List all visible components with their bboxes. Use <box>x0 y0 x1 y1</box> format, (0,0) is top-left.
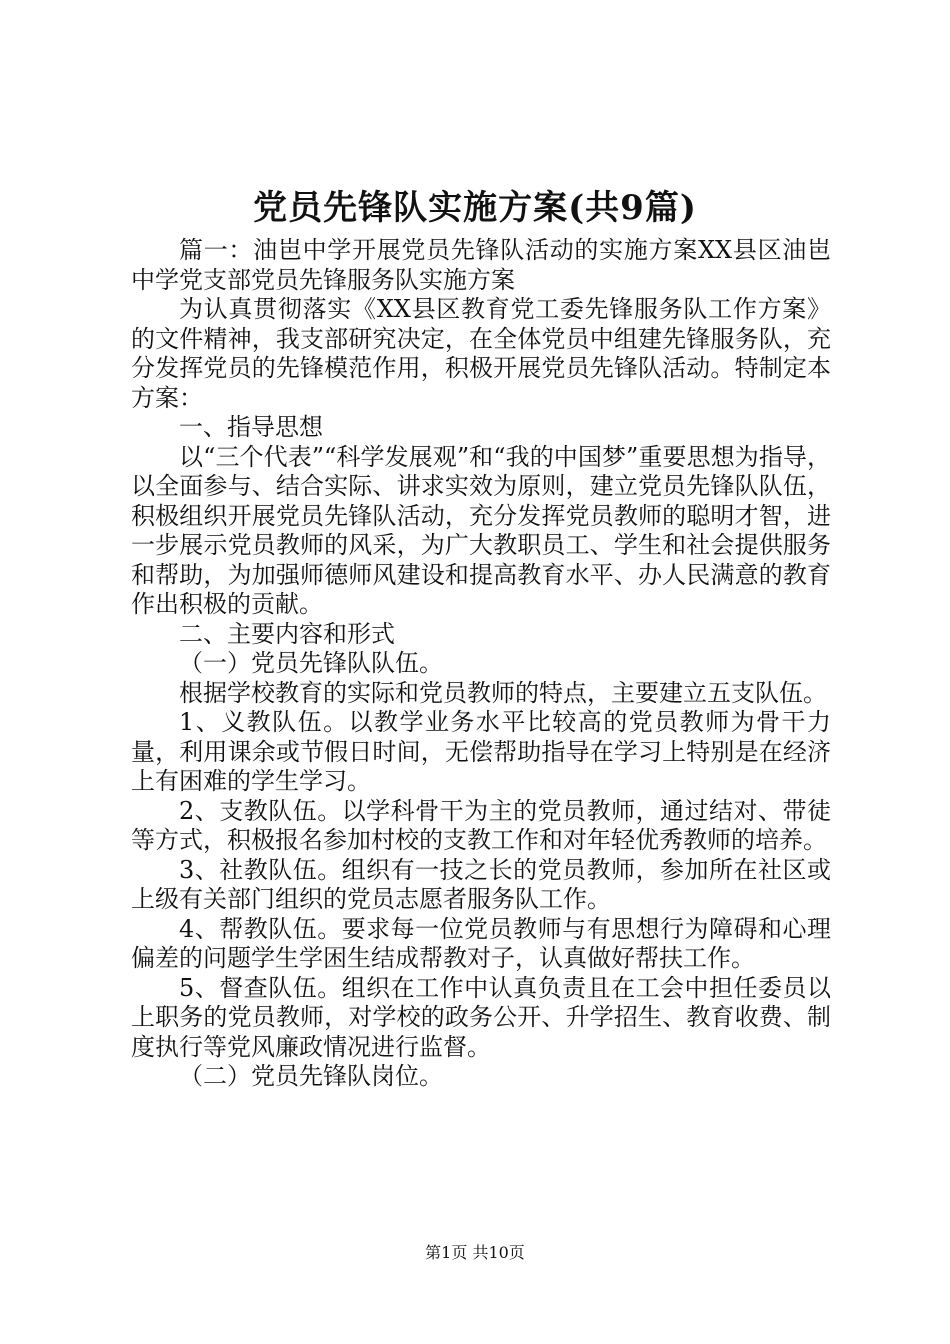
list-item-team-4: 4、帮教队伍。要求每一位党员教师与有思想行为障碍和心理偏差的问题学生学困生结成帮教对子，认真做好帮扶工作。 <box>131 914 831 972</box>
paragraph-intro: 为认真贯彻落实《XX县区教育党工委先锋服务队工作方案》的文件精神，我支部研究决定，在全体党员中组建先锋服务队，充分发挥党员的先锋模范作用，积极开展党员先锋队活动。特制定本方案： <box>131 295 831 412</box>
section-heading-guiding-thought: 一、指导思想 <box>179 413 323 441</box>
paragraph-heading-part-one: 篇一：油岜中学开展党员先锋队活动的实施方案XX县区油岜中学党支部党员先锋服务队实施方案 <box>131 236 831 294</box>
document-body <box>131 236 831 1092</box>
paragraph-five-teams: 根据学校教育的实际和党员教师的特点，主要建立五支队伍。 <box>179 678 827 707</box>
list-item-team-3: 3、社教队伍。组织有一技之长的党员教师，参加所在社区或上级有关部门组织的党员志愿者服务队工作。 <box>131 855 831 913</box>
list-item-team-5: 5、督查队伍。组织在工作中认真负责且在工会中担任委员以上职务的党员教师，对学校的政务公开、升学招生、教育收费、制度执行等党风廉政情况进行监督。 <box>131 973 831 1061</box>
section-heading-content-form: 二、主要内容和形式 <box>179 619 395 648</box>
page-number-footer: 第1页 共10页 <box>425 1243 525 1262</box>
list-item-team-2: 2、支教队伍。以学科骨干为主的党员教师，通过结对、带徒等方式，积极报名参加村校的支教工作和对年轻优秀教师的培养。 <box>131 796 831 854</box>
document-title: 党员先锋队实施方案(共9篇) <box>253 188 697 228</box>
subsection-heading-posts: （二）党员先锋队岗位。 <box>179 1062 443 1090</box>
list-item-team-1: 1、义教队伍。以教学业务水平比较高的党员教师为骨干力量，利用课余或节假日时间，无偿帮助指导在学习上特别是在经济上有困难的学生学习。 <box>131 708 831 795</box>
paragraph-guiding-thought: 以“三个代表”“科学发展观”和“我的中国梦”重要思想为指导，以全面参与、结合实际、讲求实效为原则，建立党员先锋队队伍，积极组织开展党员先锋队活动，充分发挥党员教师的聪明才智，进一步展示党员教师的风采，为广大教职员工、学生和社会提供服务和帮助，为加强师德师风建设和提高教育水平、办人民满意的教育作出积极的贡献。 <box>131 442 831 618</box>
subsection-heading-teams: （一）党员先锋队队伍。 <box>179 649 443 677</box>
